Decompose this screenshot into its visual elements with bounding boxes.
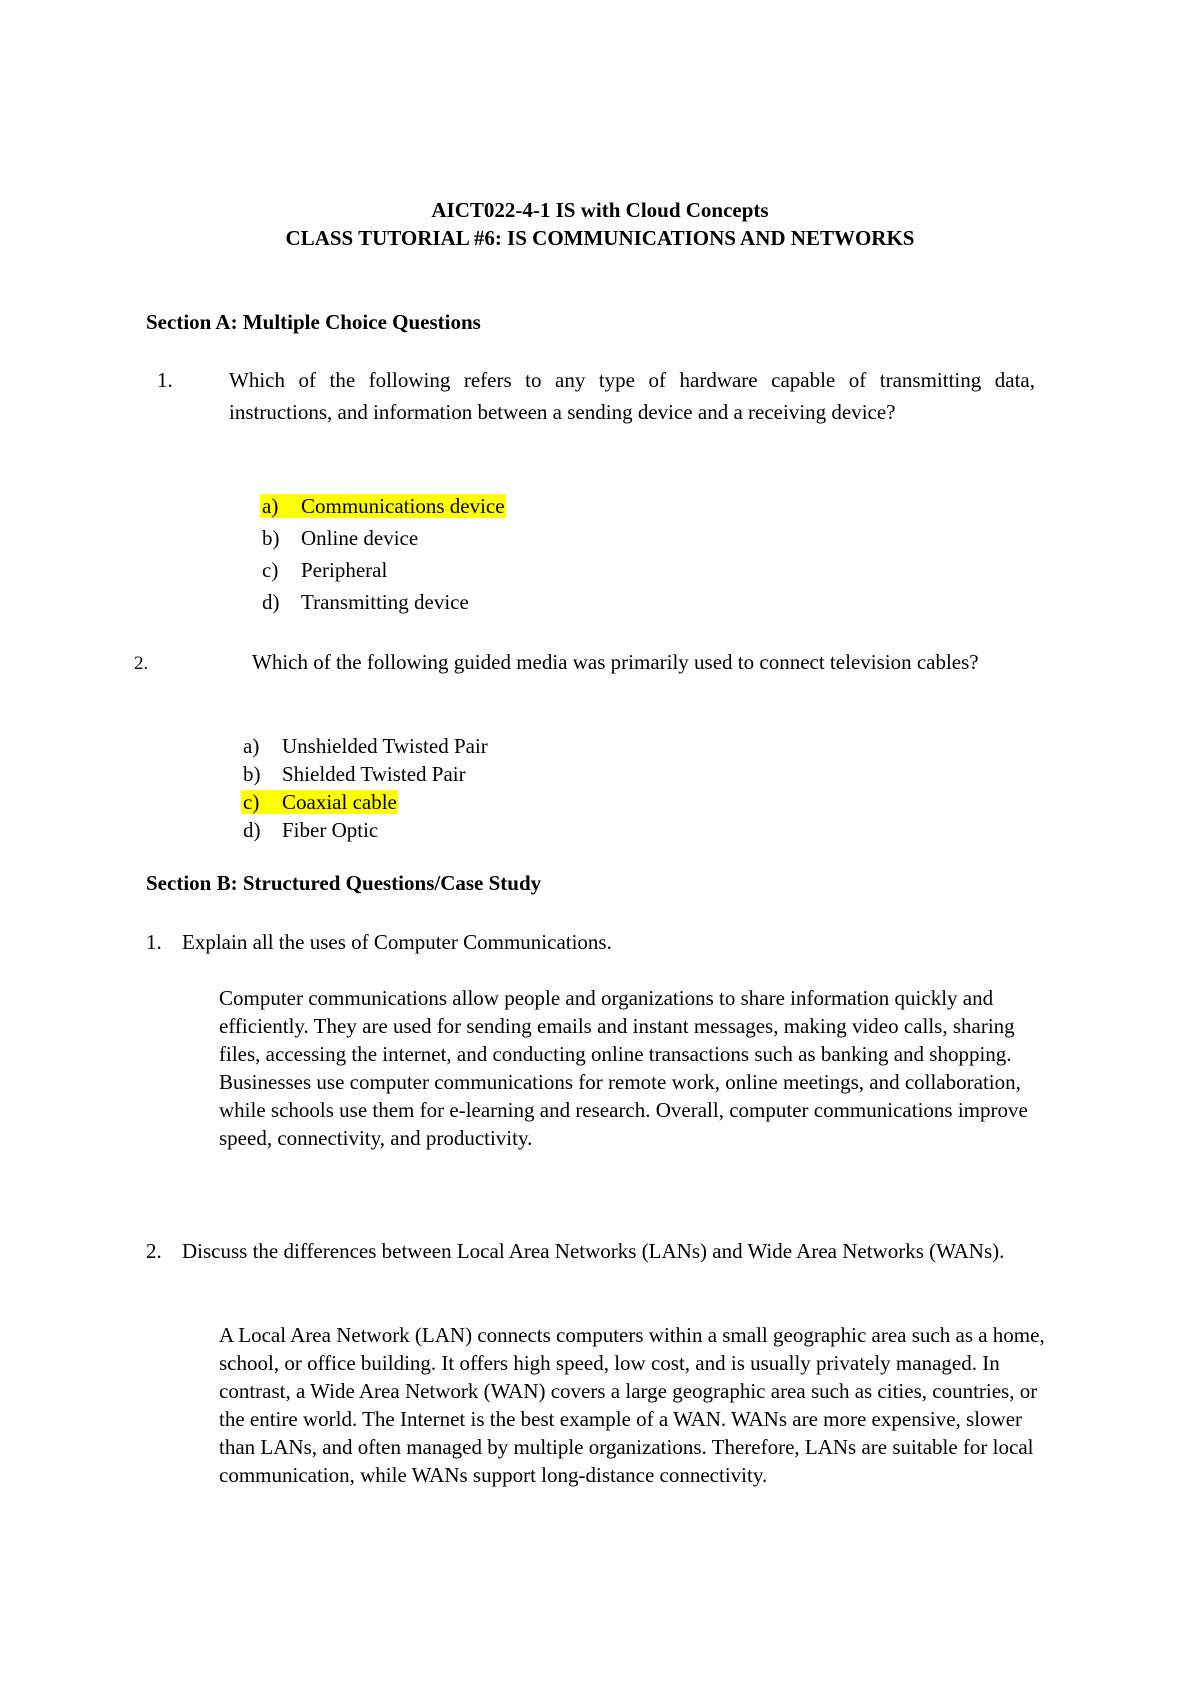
mcq-1-options xyxy=(262,490,506,618)
mcq-1-question: Which of the following refers to any type of hardware capable of transmitting data, instructions, and information between a sending device and a receiving device? xyxy=(229,368,1035,424)
mcq-2-options xyxy=(243,732,488,844)
mcq-1-option-c xyxy=(262,554,506,586)
option-letter: b) xyxy=(243,762,261,786)
structured-2-number: 2. xyxy=(146,1239,162,1263)
option-letter: c) xyxy=(262,558,279,582)
option-text: Online device xyxy=(301,526,419,550)
option-text: Fiber Optic xyxy=(282,818,379,842)
mcq-2-option-d xyxy=(243,816,488,844)
mcq-2-question: Which of the following guided media was primarily used to connect television cables? xyxy=(252,650,979,674)
mcq-2-option-c xyxy=(243,788,488,816)
option-letter: a) xyxy=(243,734,260,758)
tutorial-title: CLASS TUTORIAL #6: IS COMMUNICATIONS AND NETWORKS xyxy=(285,226,915,250)
option-text: Peripheral xyxy=(301,558,388,582)
option-letter: d) xyxy=(262,590,280,614)
structured-1-question: Explain all the uses of Computer Communications. xyxy=(182,930,612,954)
option-text: Shielded Twisted Pair xyxy=(282,762,466,786)
option-letter: c) xyxy=(243,790,260,814)
option-letter: d) xyxy=(243,818,261,842)
option-letter: a) xyxy=(262,494,279,518)
option-text: Unshielded Twisted Pair xyxy=(282,734,488,758)
option-text: Communications device xyxy=(301,494,505,518)
mcq-2-option-a xyxy=(243,732,488,760)
section-a-heading: Section A: Multiple Choice Questions xyxy=(146,310,481,334)
option-text: Coaxial cable xyxy=(282,790,397,814)
structured-1-answer: Computer communications allow people and organizations to share information quickly and efficiently. They are used for sending emails and instant messages, making video calls, sharing files, accessing the internet, and conducting online transactions such as banking and shopping. Businesses use computer communications for remote work, online meetings, and collaboration, while schools use them for e-learning and research. Overall, computer communications improve speed, connectivity, and productivity. xyxy=(219,986,1028,1150)
section-b-heading: Section B: Structured Questions/Case Study xyxy=(146,871,542,895)
mcq-1-number: 1. xyxy=(157,368,173,392)
course-title: AICT022-4-1 IS with Cloud Concepts xyxy=(431,198,769,222)
option-text: Transmitting device xyxy=(301,590,469,614)
mcq-1-option-a xyxy=(262,490,506,522)
structured-2-question: Discuss the differences between Local Area Networks (LANs) and Wide Area Networks (WANs). xyxy=(182,1239,1005,1263)
structured-1-number: 1. xyxy=(146,930,162,954)
mcq-2-number: 2. xyxy=(134,653,149,674)
mcq-1-option-d xyxy=(262,586,506,618)
structured-2-answer: A Local Area Network (LAN) connects computers within a small geographic area such as a home, school, or office building. It offers high speed, low cost, and is usually privately managed. In contrast, a Wide Area Network (WAN) covers a large geographic area such as cities, countries, or the entire world. The Internet is the best example of a WAN. WANs are more expensive, slower than LANs, and often managed by multiple organizations. Therefore, LANs are suitable for local communication, while WANs support long-distance connectivity. xyxy=(219,1323,1045,1487)
option-letter: b) xyxy=(262,526,280,550)
mcq-1-option-b xyxy=(262,522,506,554)
mcq-2-option-b xyxy=(243,760,488,788)
